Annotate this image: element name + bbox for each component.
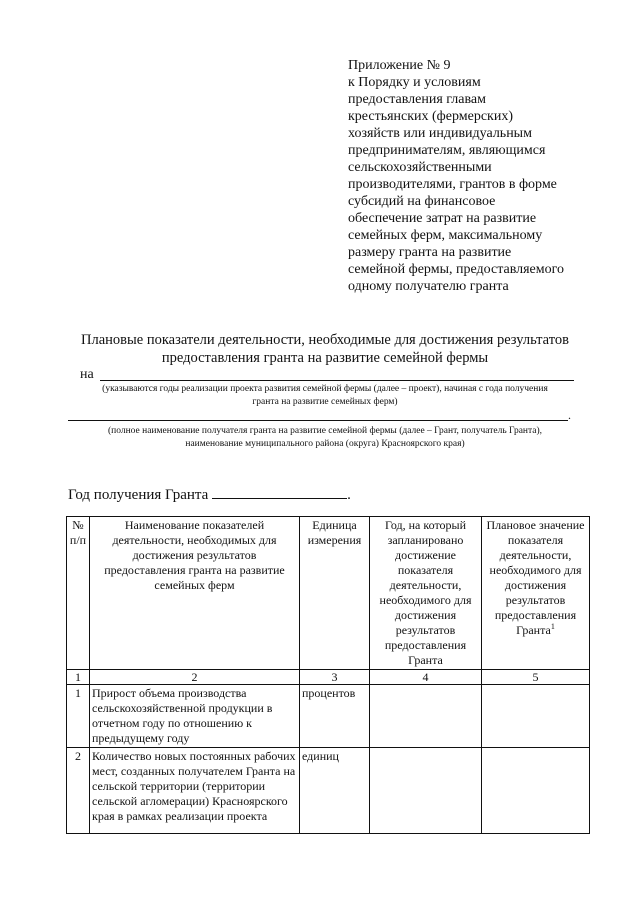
indicators-table bbox=[66, 516, 590, 834]
appendix-line: крестьянских (фермерских) bbox=[348, 109, 513, 124]
grant-year-label: Год получения Гранта bbox=[68, 487, 209, 503]
appendix-line: к Порядку и условиям bbox=[348, 75, 481, 90]
column-number: 5 bbox=[482, 670, 590, 685]
header-unit: Единица измерения bbox=[300, 517, 370, 670]
column-number: 3 bbox=[300, 670, 370, 685]
header-number: № п/п bbox=[67, 517, 90, 670]
recipient-line-suffix: . bbox=[568, 408, 571, 422]
header-indicator-name: Наименование показателей деятельности, необходимых для достижения результатов предоставления гранта на развитие семейных ферм bbox=[90, 517, 300, 670]
row-number: 1 bbox=[67, 685, 90, 748]
column-number: 1 bbox=[67, 670, 90, 685]
row-indicator-name: Количество новых постоянных рабочих мест, созданных получателем Гранта на сельской территории (территории сельской агломерации) Красноярского края в рамках реализации проекта bbox=[90, 748, 300, 834]
appendix-line: семейной фермы, предоставляемого bbox=[348, 262, 565, 277]
recipient-caption-line-2: наименование муниципального района (округа) Красноярского края) bbox=[185, 439, 465, 449]
appendix-line: предпринимателям, являющимся bbox=[348, 143, 546, 158]
footnote-marker: 1 bbox=[550, 622, 555, 631]
period-prefix: на bbox=[80, 367, 94, 382]
page-heading bbox=[40, 331, 610, 367]
table-row bbox=[67, 748, 590, 834]
period-caption-line-2: гранта на развитие семейных ферм) bbox=[252, 397, 398, 407]
appendix-line: обеспечение затрат на развитие bbox=[348, 211, 537, 226]
grant-year-input-line[interactable] bbox=[212, 484, 347, 499]
column-number: 4 bbox=[370, 670, 482, 685]
appendix-block bbox=[348, 57, 610, 295]
column-number: 2 bbox=[90, 670, 300, 685]
appendix-line: производителями, грантов в форме bbox=[348, 177, 557, 192]
row-unit: единиц bbox=[300, 748, 370, 834]
header-planned-value-text: Плановое значение показателя деятельности, необходимого для достижения результатов предоставления Гранта bbox=[486, 518, 585, 637]
appendix-line: одному получателю гранта bbox=[348, 279, 509, 294]
grant-year-row bbox=[68, 484, 351, 504]
appendix-line: хозяйств или индивидуальным bbox=[348, 126, 532, 141]
recipient-input-line[interactable] bbox=[68, 420, 568, 421]
row-unit: процентов bbox=[300, 685, 370, 748]
period-caption bbox=[60, 383, 590, 409]
appendix-line: сельскохозяйственными bbox=[348, 160, 492, 175]
recipient-caption-line-1: (полное наименование получателя гранта на развитие семейной фермы (далее – Грант, получатель Гранта), bbox=[107, 426, 543, 436]
row-target-year-cell[interactable] bbox=[370, 685, 482, 748]
period-input-line[interactable] bbox=[100, 380, 574, 381]
appendix-line: размеру гранта на развитие bbox=[348, 245, 512, 260]
header-planned-value bbox=[482, 517, 590, 670]
appendix-line: предоставления главам bbox=[348, 92, 486, 107]
table-header-row bbox=[67, 517, 590, 670]
column-number-row bbox=[67, 670, 590, 685]
row-number: 2 bbox=[67, 748, 90, 834]
grant-year-suffix: . bbox=[347, 487, 351, 503]
recipient-caption bbox=[60, 425, 590, 451]
appendix-line: субсидий на финансовое bbox=[348, 194, 496, 209]
header-target-year: Год, на который запланировано достижение показателя деятельности, необходимого для достижения результатов предоставления Гранта bbox=[370, 517, 482, 670]
row-indicator-name: Прирост объема производства сельскохозяйственной продукции в отчетном году по отношению к предыдущему году bbox=[90, 685, 300, 748]
period-caption-line-1: (указываются годы реализации проекта развития семейной фермы (далее – проект), начиная с года получения bbox=[102, 384, 548, 394]
appendix-title: Приложение № 9 bbox=[348, 58, 451, 73]
row-target-year-cell[interactable] bbox=[370, 748, 482, 834]
heading-line-2: предоставления гранта на развитие семейной фермы bbox=[161, 350, 489, 366]
appendix-line: семейных ферм, максимальному bbox=[348, 228, 543, 243]
row-planned-value-cell[interactable] bbox=[482, 748, 590, 834]
row-planned-value-cell[interactable] bbox=[482, 685, 590, 748]
heading-line-1: Плановые показатели деятельности, необходимые для достижения результатов bbox=[81, 332, 569, 348]
table-row bbox=[67, 685, 590, 748]
